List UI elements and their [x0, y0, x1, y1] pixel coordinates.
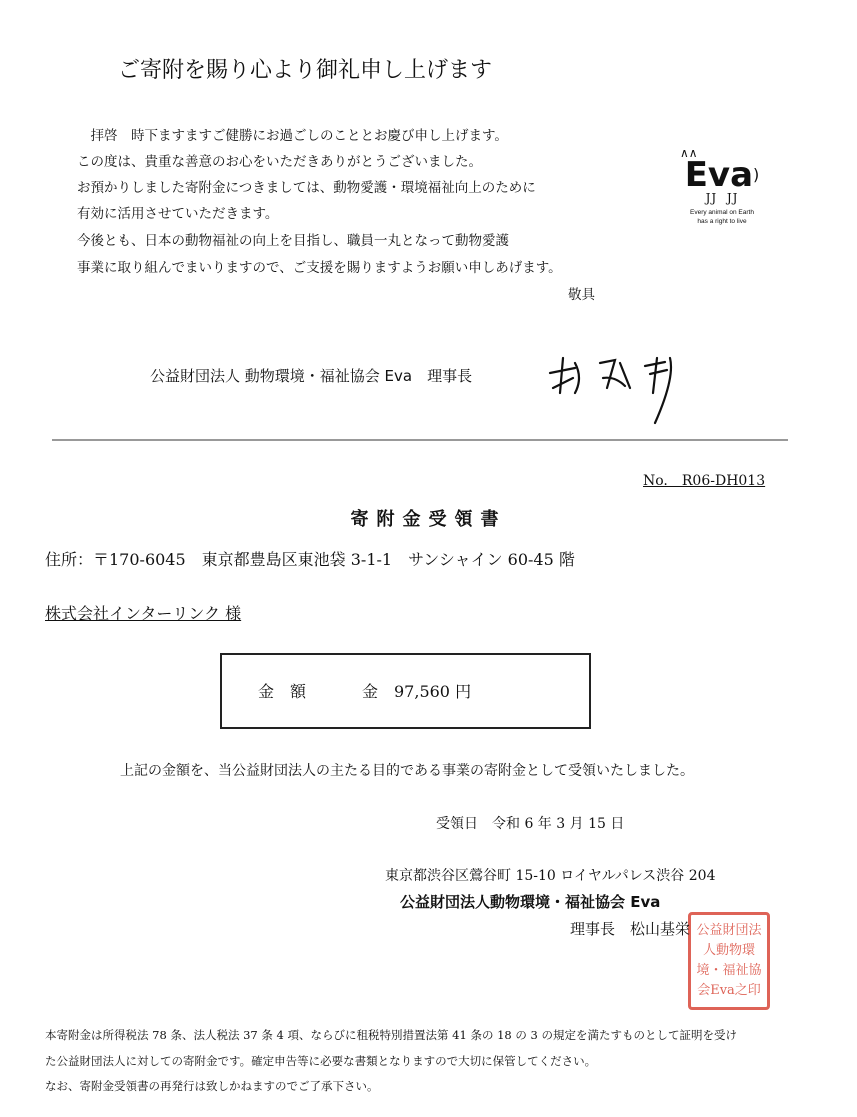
letter-line: 今後とも、日本の動物福祉の向上を目指し、職員一丸となって動物愛護: [77, 233, 509, 249]
representative: 理事長 松山基栄: [570, 920, 691, 938]
footer-note: 本寄附金は所得税法 78 条、法人税法 37 条 4 項、ならびに租税特別措置法第 41 条の 18 の 3 の規定を満たすものとして証明を受け: [45, 1028, 738, 1042]
logo-tagline-1: Every animal on Earth: [690, 209, 754, 216]
letter-line: この度は、貴重な善意のお心をいただきありがとうございました。: [77, 154, 482, 170]
eva-logo: [672, 148, 772, 226]
logo-tagline-2: has a right to live: [697, 218, 747, 225]
divider: [52, 439, 788, 441]
official-seal-stamp: [688, 912, 770, 1010]
donor-address: 住所：〒170-6045 東京都豊島区東池袋 3-1-1 サンシャイン 60-45 階: [45, 550, 575, 569]
letter-line: 有効に活用させていただきます。: [77, 206, 279, 222]
amount-value: 金 97,560 円: [362, 682, 472, 701]
org-address: 東京都渋谷区鶯谷町 15-10 ロイヤルパレス渋谷 204: [385, 868, 716, 884]
signature-line: 公益財団法人 動物環境・福祉協会 Eva 理事長: [150, 367, 473, 385]
handwritten-signature: [545, 348, 695, 428]
letter-line: 拝啓 時下ますますご健勝にお過ごしのこととお慶び申し上げます。: [77, 128, 508, 144]
feet-icon: JJ JJ: [705, 191, 739, 205]
footer-note: た公益財団法人に対しての寄附金です。確定申告等に必要な書類となりますので大切に保管してください。: [45, 1054, 597, 1068]
stamp-text: 公益財団法人動物環境・福祉協会Eva之印: [696, 923, 762, 998]
tail-icon: ): [753, 165, 760, 184]
amount-label: 金 額: [258, 682, 307, 701]
footer-note: なお、寄附金受領書の再発行は致しかねますのでご了承下さい。: [45, 1079, 379, 1093]
ears-icon: ∧∧: [680, 146, 698, 160]
receipt-statement: 上記の金額を、当公益財団法人の主たる目的である事業の寄附金として受領いたしました。: [120, 763, 694, 779]
receipt-number: No. R06-DH013: [643, 473, 766, 489]
receipt-date: 受領日 令和 6 年 3 月 15 日: [436, 816, 625, 832]
letter-closing: 敬具: [568, 287, 595, 303]
letter-title: ご寄附を賜り心より御礼申し上げます: [118, 58, 493, 83]
receipt-title: 寄附金受領書: [350, 509, 507, 530]
logo-word: Eva: [684, 155, 754, 195]
letter-line: お預かりしました寄附金につきましては、動物愛護・環境福祉向上のために: [77, 180, 536, 196]
donor-name: 株式会社インターリンク 様: [45, 604, 242, 623]
letter-line: 事業に取り組んでまいりますので、ご支援を賜りますようお願い申しあげます。: [77, 260, 562, 276]
org-name: 公益財団法人動物環境・福祉協会 Eva: [400, 893, 661, 911]
